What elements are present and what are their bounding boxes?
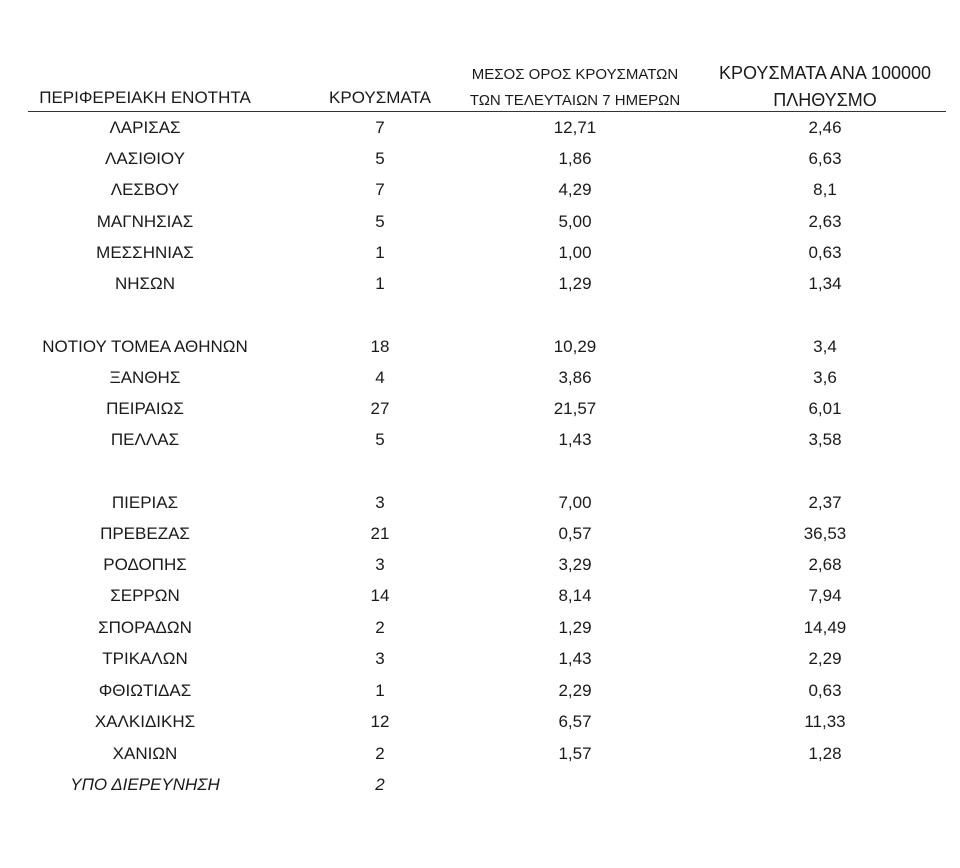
header-per100k-line2: ΠΛΗΘΥΣΜΟ	[773, 90, 877, 110]
per100k-cell: 7,94	[808, 586, 842, 605]
per100k-cell: 2,63	[808, 212, 842, 231]
cases-cell: 5	[375, 149, 385, 168]
avg7-cell: 12,71	[553, 118, 597, 137]
table-row	[0, 706, 960, 737]
region-cell: ΣΕΡΡΩΝ	[110, 586, 180, 605]
per100k-cell: 3,4	[813, 337, 837, 356]
per100k-cell: 2,37	[808, 493, 842, 512]
cases-cell: 2	[375, 618, 385, 637]
cases-cell: 1	[375, 274, 385, 293]
region-cell: ΤΡΙΚΑΛΩΝ	[102, 649, 188, 668]
per100k-cell: 0,63	[808, 681, 842, 700]
header-per-100k	[700, 60, 950, 114]
table-row	[0, 174, 960, 205]
region-cell: ΠΙΕΡΙΑΣ	[111, 493, 179, 512]
region-cell: ΥΠΟ ΔΙΕΡΕΥΝΗΣΗ	[70, 775, 220, 794]
cases-cell: 3	[375, 649, 385, 668]
per100k-cell: 1,28	[808, 744, 842, 763]
avg7-cell: 5,00	[558, 212, 592, 231]
cases-cell: 27	[370, 399, 390, 418]
per100k-cell: 8,1	[813, 180, 837, 199]
avg7-cell: 1,29	[558, 274, 592, 293]
table-row	[0, 424, 960, 455]
region-cell: ΛΕΣΒΟΥ	[110, 180, 180, 199]
cases-cell: 3	[375, 555, 385, 574]
region-cell: ΧΑΛΚΙΔΙΚΗΣ	[94, 712, 196, 731]
per100k-cell: 2,46	[808, 118, 842, 137]
cases-cell: 1	[375, 243, 385, 262]
table-row	[0, 487, 960, 518]
table-row	[0, 580, 960, 611]
avg7-cell: 1,29	[558, 618, 592, 637]
avg7-cell: 7,00	[558, 493, 592, 512]
table-row	[0, 362, 960, 393]
table-row	[0, 738, 960, 769]
per100k-cell: 36,53	[803, 524, 847, 543]
cases-cell: 4	[375, 368, 385, 387]
per100k-cell: 11,33	[804, 712, 846, 731]
avg7-cell: 0,57	[558, 524, 592, 543]
region-cell: ΛΑΡΙΣΑΣ	[109, 118, 181, 137]
avg7-cell: 1,43	[558, 649, 592, 668]
table-row	[0, 268, 960, 299]
header-cases: ΚΡΟΥΣΜΑΤΑ	[329, 88, 431, 107]
avg7-cell: 1,00	[558, 243, 592, 262]
region-cell: ΧΑΝΙΩΝ	[112, 744, 178, 763]
cases-cell: 5	[375, 430, 385, 449]
avg7-cell: 4,29	[558, 180, 592, 199]
per100k-cell: 3,6	[813, 368, 837, 387]
header-avg-7-days	[440, 62, 710, 114]
cases-cell: 18	[370, 337, 390, 356]
avg7-cell: 8,14	[558, 586, 592, 605]
cases-cell: 2	[375, 775, 385, 794]
region-cell: ΛΑΣΙΘΙΟΥ	[105, 149, 185, 168]
avg7-cell: 2,29	[558, 681, 592, 700]
table-row	[0, 393, 960, 424]
region-cell: ΜΑΓΝΗΣΙΑΣ	[96, 212, 194, 231]
cases-cell: 5	[375, 212, 385, 231]
per100k-cell: 1,34	[808, 274, 842, 293]
table-row	[0, 549, 960, 580]
header-region: ΠΕΡΙΦΕΡΕΙΑΚΗ ΕΝΟΤΗΤΑ	[39, 88, 251, 107]
region-cell: ΝΗΣΩΝ	[114, 274, 176, 293]
table-row	[0, 331, 960, 362]
region-cell: ΞΑΝΘΗΣ	[109, 368, 181, 387]
table-row	[0, 518, 960, 549]
region-cell: ΡΟΔΟΠΗΣ	[103, 555, 187, 574]
table-row	[0, 143, 960, 174]
cases-cell: 7	[375, 118, 385, 137]
avg7-cell: 3,86	[558, 368, 592, 387]
under-investigation-row	[0, 769, 960, 800]
cases-cell: 12	[370, 712, 390, 731]
per100k-cell: 0,63	[808, 243, 842, 262]
region-cell: ΦΘΙΩΤΙΔΑΣ	[98, 681, 192, 700]
region-cell: ΜΕΣΣΗΝΙΑΣ	[96, 243, 194, 262]
cases-cell: 7	[375, 180, 385, 199]
per100k-cell: 2,68	[808, 555, 842, 574]
avg7-cell: 10,29	[553, 337, 597, 356]
region-cell: ΣΠΟΡΑΔΩΝ	[98, 618, 192, 637]
table-row	[0, 675, 960, 706]
region-cell: ΠΕΛΛΑΣ	[110, 430, 180, 449]
region-cell: ΠΡΕΒΕΖΑΣ	[100, 524, 190, 543]
table-row	[0, 112, 960, 143]
header-avg-line1: ΜΕΣΟΣ ΟΡΟΣ ΚΡΟΥΣΜΑΤΩΝ	[471, 66, 679, 83]
cases-cell: 2	[375, 744, 385, 763]
avg7-cell: 1,57	[558, 744, 592, 763]
region-cell: ΝΟΤΙΟΥ ΤΟΜΕΑ ΑΘΗΝΩΝ	[42, 337, 248, 356]
per100k-cell: 3,58	[808, 430, 842, 449]
avg7-cell: 6,57	[558, 712, 592, 731]
cases-cell: 3	[375, 493, 385, 512]
avg7-cell: 1,86	[558, 149, 592, 168]
table-row	[0, 643, 960, 674]
cases-cell: 1	[375, 681, 385, 700]
table-row	[0, 206, 960, 237]
avg7-cell: 3,29	[558, 555, 592, 574]
table-row	[0, 612, 960, 643]
per100k-cell: 14,49	[803, 618, 847, 637]
header-avg-line2: ΤΩΝ ΤΕΛΕΥΤΑΙΩΝ 7 ΗΜΕΡΩΝ	[469, 92, 681, 109]
avg7-cell: 1,43	[558, 430, 592, 449]
header-per100k-line1: ΚΡΟΥΣΜΑΤΑ ΑΝΑ 100000	[719, 63, 931, 83]
per100k-cell: 6,63	[808, 149, 842, 168]
per100k-cell: 6,01	[808, 399, 842, 418]
cases-cell: 21	[370, 524, 390, 543]
region-cell: ΠΕΙΡΑΙΩΣ	[106, 399, 184, 418]
cases-cell: 14	[370, 586, 390, 605]
avg7-cell: 21,57	[553, 399, 597, 418]
table-row	[0, 237, 960, 268]
per100k-cell: 2,29	[808, 649, 842, 668]
